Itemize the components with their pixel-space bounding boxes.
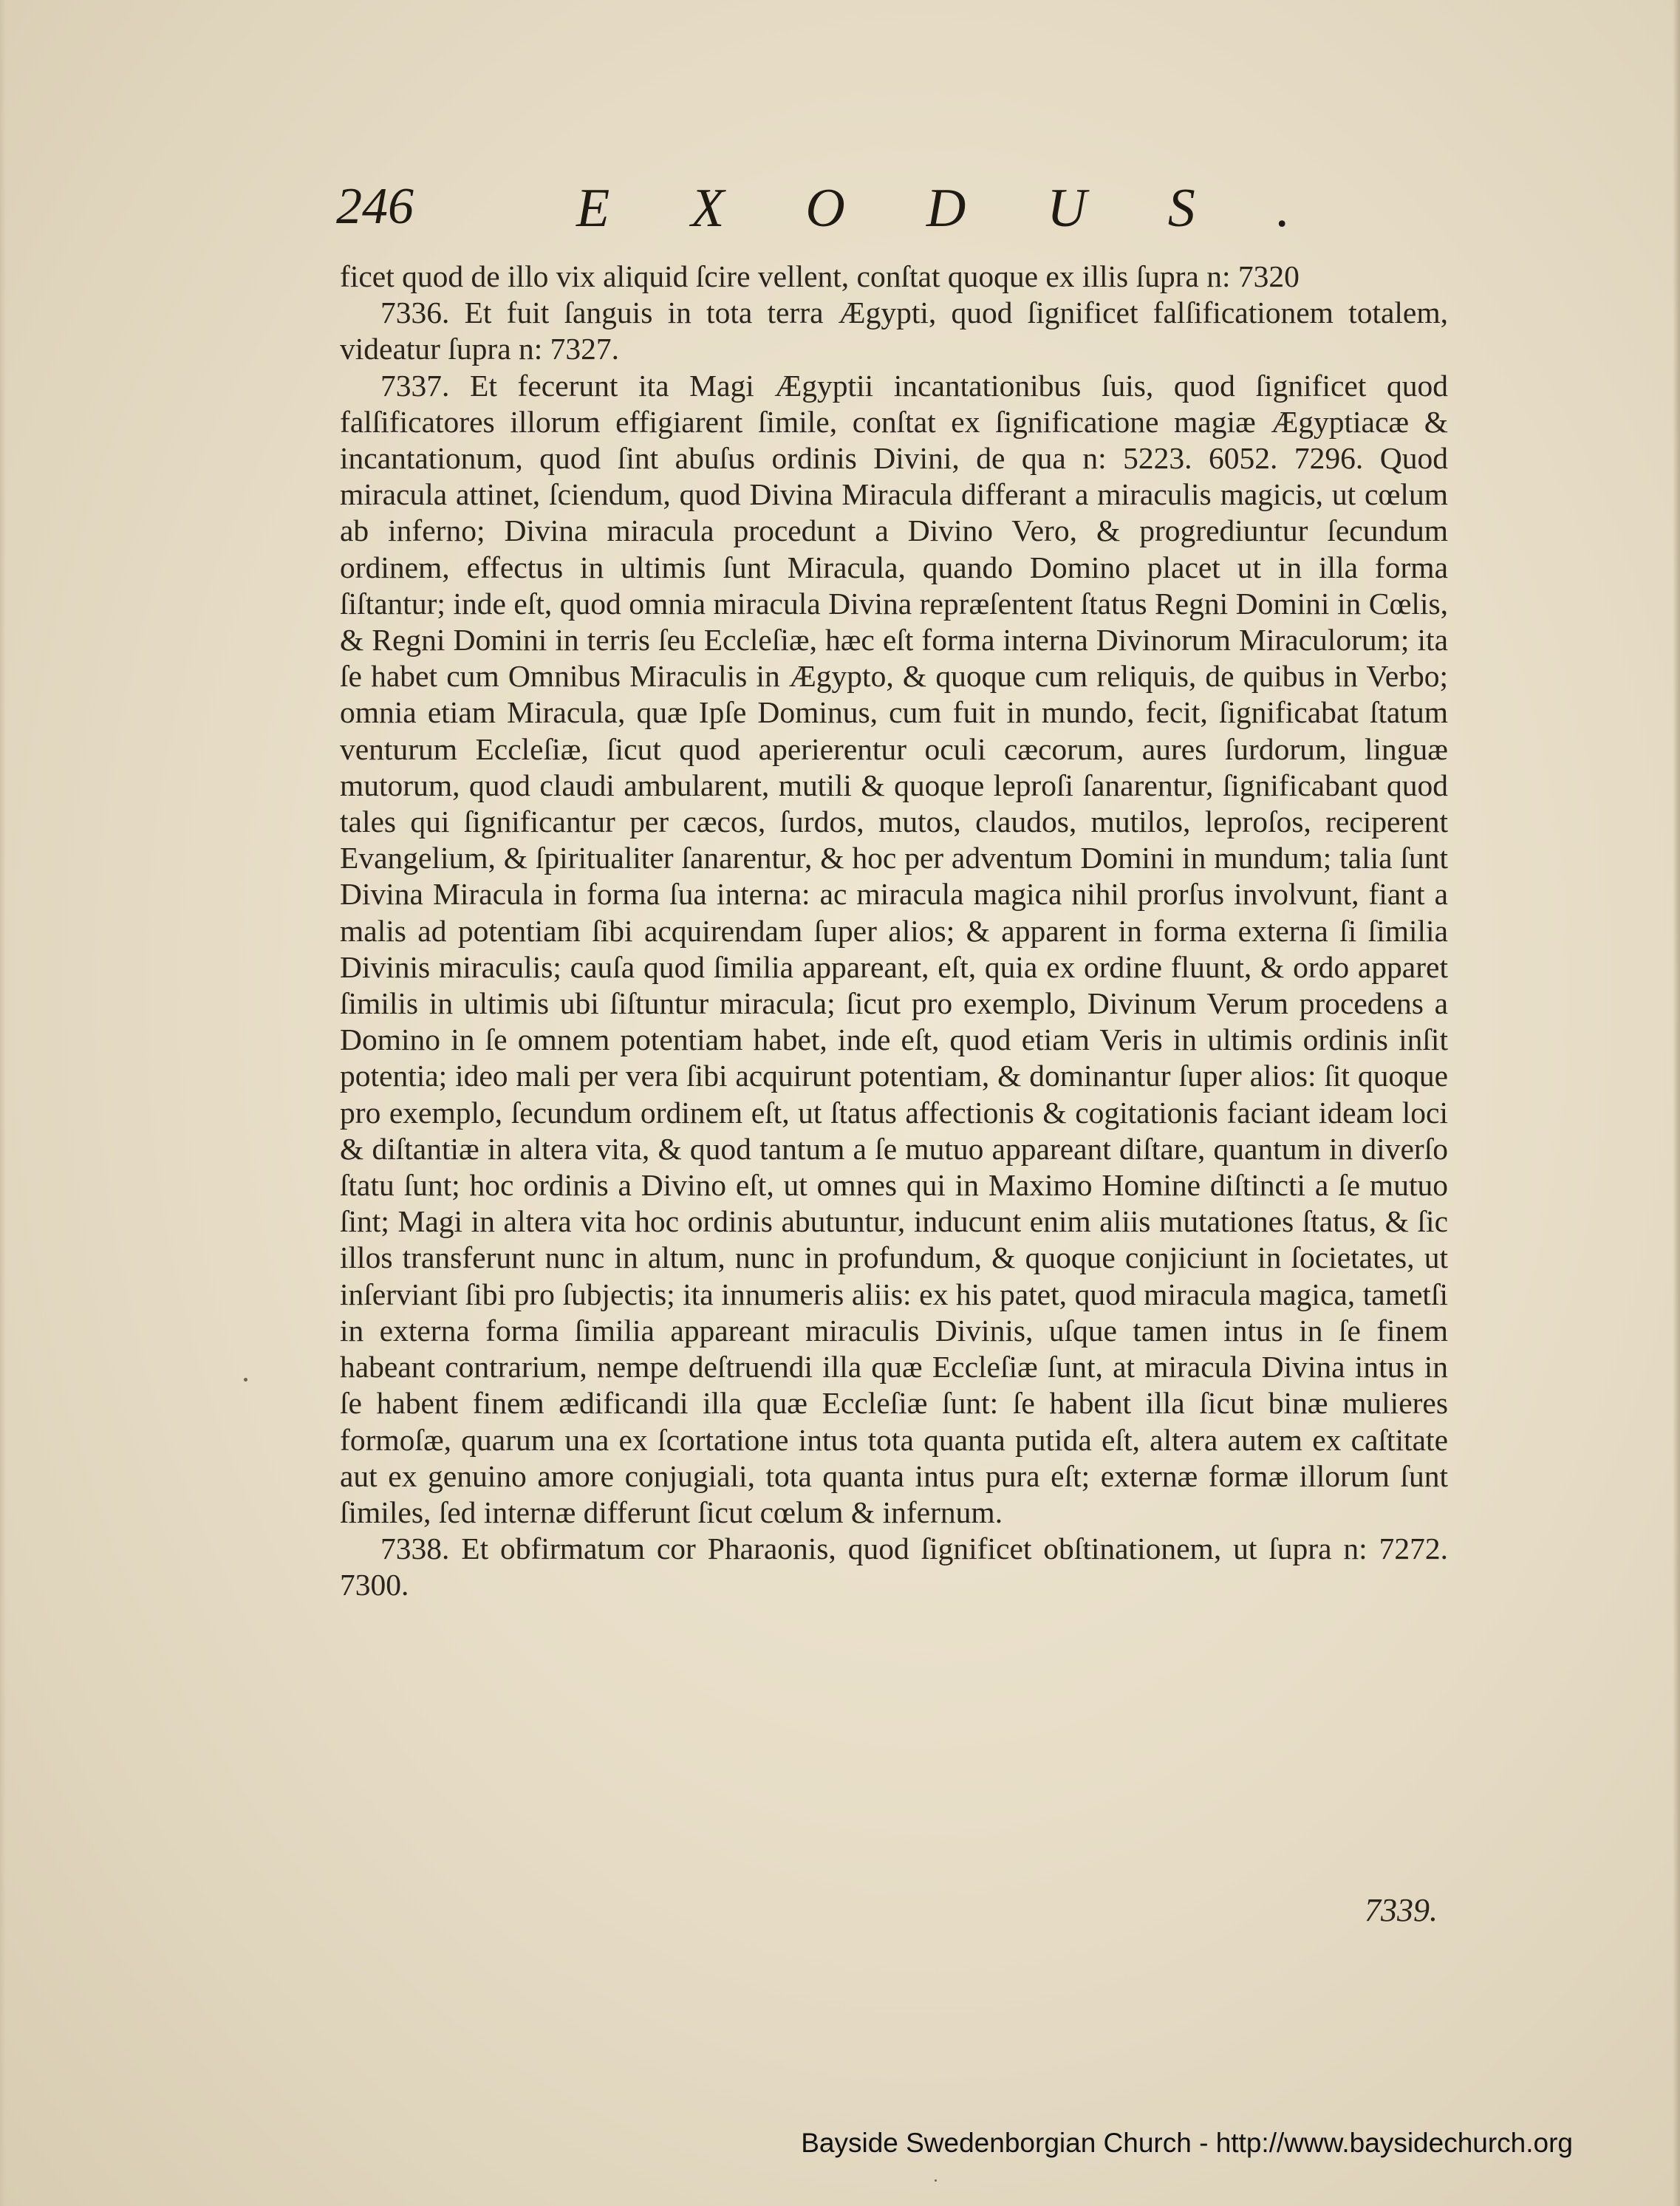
- watermark: Bayside Swedenborgian Church - http://www.baysidechurch.org: [801, 2128, 1573, 2158]
- page-left-shadow: [0, 0, 6, 2206]
- page-right-edge: [1673, 0, 1680, 2206]
- running-head: EXODUS.: [576, 178, 1372, 239]
- ink-speck: [935, 2179, 937, 2182]
- paragraph-7338: 7338. Et obfirmatum cor Pharaonis, quod ſignificet obſtinationem, ut ſupra n: 7272. 7300.: [340, 1531, 1448, 1602]
- paragraph-7336: 7336. Et fuit ſanguis in tota terra Ægypti, quod ſignificet falſificationem totalem, videatur ſupra n: 7327.: [340, 296, 1448, 366]
- page-header: [336, 177, 1459, 259]
- paragraph-continuation: ficet quod de illo vix aliquid ſcire vellent, conſtat quoque ex illis ſupra n: 7320: [340, 259, 1300, 293]
- catchword: 7339.: [1365, 1892, 1438, 1928]
- paragraph-7337: 7337. Et fecerunt ita Magi Ægyptii incantationibus ſuis, quod ſignificet quod falſificatores illorum effigiarent ſimile, conſtat ex ſignificatione magiæ Ægyptiacæ & incantationum, quod ſint abuſus ordinis Divini, de qua n: 5223. 6052. 7296. Quod miracula attinet, ſciendum, quod Divina Miracula differant a miraculis magicis, ut cœlum ab inferno; Divina miracula procedunt a Divino Vero, & progrediuntur ſecundum ordinem, effectus in ultimis ſunt Miracula, quando Domino placet ut in illa forma ſiſtantur; inde eſt, quod omnia miracula Divina repræſentent ſtatus Regni Domini in Cœlis, & Regni Domini in terris ſeu Eccleſiæ, hæc eſt forma interna Divinorum Miraculorum; ita ſe habet cum Omnibus Miraculis in Ægypto, & quoque cum reliquis, de quibus in Verbo; omnia etiam Miracula, quæ Ipſe Dominus, cum fuit in mundo, fecit, ſignificabat ſtatum venturum Eccleſiæ, ſicut quod aperierentur oculi cæcorum, aures ſurdorum, linguæ mutorum, quod claudi ambularent, mutili & quoque leproſi ſanarentur, ſignificabant quod tales qui ſignificantur per cæcos, ſurdos, mutos, claudos, mutilos, leproſos, reciperent Evangelium, & ſpiritualiter ſanarentur, & hoc per adventum Domini in mundum; talia ſunt Divina Miracula in forma ſua interna: ac miracula magica nihil prorſus involvunt, fiant a malis ad potentiam ſibi acquirendam ſuper alios; & apparent in forma externa ſi ſimilia Divinis miraculis; cauſa quod ſimilia appareant, eſt, quia ex ordine fluunt, & ordo apparet ſimilis in ultimis ubi ſiſtuntur miracula; ſicut pro exemplo, Divinum Verum procedens a Domino in ſe omnem potentiam habet, inde eſt, quod etiam Veris in ultimis ordinis inſit potentia; ideo mali per vera ſibi acquirunt potentiam, & dominantur ſuper alios: ſit quoque pro exemplo, ſecundum ordinem eſt, ut ſtatus affectionis & cogitationis faciant ideam loci & diſtantiæ in altera vita, & quod tantum a ſe mutuo appareant diſtare, quantum in diverſo ſtatu ſunt; hoc ordinis a Divino eſt, ut omnes qui in Maximo Homine diſtincti a ſe mutuo ſint; Magi in altera vita hoc ordinis abutuntur, inducunt enim aliis mutationes ſtatus, & ſic illos transferunt nunc in altum, nunc in profundum, & quoque conjiciunt in ſocietates, ut inſerviant ſibi pro ſubjectis; ita innumeris aliis: ex his patet, quod miracula magica, tametſi in externa forma ſimilia appareant miraculis Divinis, uſque tamen intus in ſe finem habeant contrarium, nempe deſtruendi illa quæ Eccleſiæ ſunt, at miracula Divina intus in ſe habent finem ædificandi illa quæ Eccleſiæ ſunt: ſe habent illa ſicut binæ mulieres formoſæ, quarum una ex ſcortatione intus tota quanta putida eſt, altera autem ex caſtitate aut ex genuino amore conjugiali, tota quanta intus pura eſt; externæ formæ illorum ſunt ſimiles, ſed internæ differunt ſicut cœlum & infernum.: [340, 368, 1448, 1529]
- ink-speck: [244, 1378, 247, 1382]
- page-number: 246: [336, 178, 414, 235]
- main-text: [340, 259, 1448, 1604]
